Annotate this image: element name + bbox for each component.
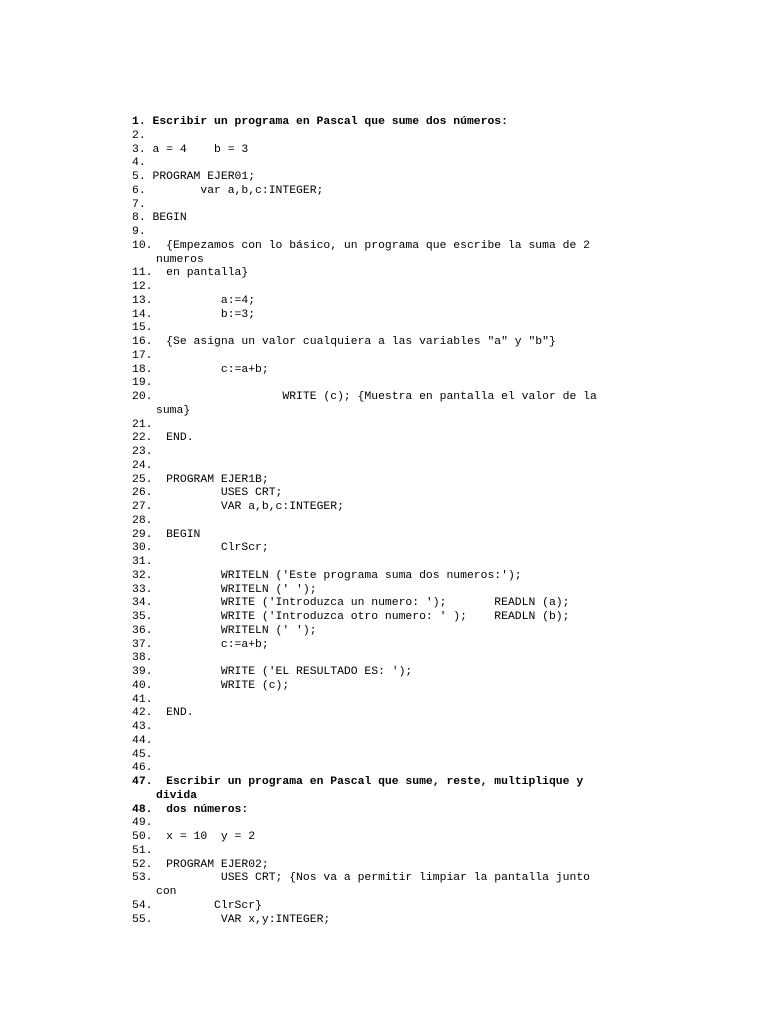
line-text: PROGRAM EJER01; <box>145 171 256 183</box>
line-number: 5. <box>132 171 146 183</box>
line-text: con <box>156 886 177 898</box>
line-number: 8. <box>132 212 146 225</box>
code-line-continuation <box>132 405 662 419</box>
code-line <box>132 199 662 213</box>
code-line <box>132 625 662 639</box>
line-number: 16. <box>132 336 153 348</box>
line-text: b:=3; <box>152 308 256 321</box>
line-number: 14. <box>132 308 153 321</box>
line-text: x = 10 y = 2 <box>152 831 256 843</box>
line-text: WRITELN ('Este programa suma dos numeros:'); <box>152 569 522 582</box>
code-line <box>132 776 662 790</box>
line-number: 18. <box>132 363 153 376</box>
line-number: 4. <box>132 157 146 170</box>
code-line <box>132 570 662 584</box>
line-number: 35. <box>132 611 153 623</box>
code-line-continuation <box>132 790 662 804</box>
line-number: 15. <box>132 322 153 335</box>
code-line <box>132 914 662 928</box>
code-line <box>132 597 662 611</box>
code-listing <box>132 116 662 927</box>
code-line <box>132 542 662 556</box>
line-number: 9. <box>132 226 146 238</box>
line-number: 51. <box>132 844 153 857</box>
line-text: USES CRT; {Nos va a permitir limpiar la pantalla junto <box>152 872 590 885</box>
code-line <box>132 652 662 666</box>
line-number: 1. <box>132 116 146 128</box>
line-text: dos números: <box>152 803 249 816</box>
line-text: WRITE (c); {Muestra en pantalla el valor de la <box>152 391 597 403</box>
line-number: 42. <box>132 707 153 720</box>
line-text: ClrScr; <box>152 542 269 555</box>
line-number: 32. <box>132 569 153 582</box>
line-text: WRITE ('Introduzca un numero: '); READLN (a); <box>152 597 570 610</box>
line-text: c:=a+b; <box>152 638 269 651</box>
line-number: 41. <box>132 693 153 706</box>
code-line <box>132 474 662 488</box>
code-line <box>132 267 662 281</box>
line-number: 10. <box>132 239 153 252</box>
line-number: 54. <box>132 899 153 912</box>
line-text: numeros <box>156 253 204 266</box>
line-number: 37. <box>132 638 153 651</box>
line-number: 2. <box>132 129 146 142</box>
code-line <box>132 666 662 680</box>
code-line <box>132 185 662 199</box>
line-number: 34. <box>132 597 153 610</box>
code-line <box>132 859 662 873</box>
code-line <box>132 735 662 749</box>
line-number: 53. <box>132 872 153 885</box>
line-text: Escribir un programa en Pascal que sume, reste, multiplique y <box>152 776 584 788</box>
line-number: 27. <box>132 501 153 513</box>
line-number: 22. <box>132 432 153 445</box>
line-number: 48. <box>132 803 153 816</box>
code-line <box>132 487 662 501</box>
line-number: 33. <box>132 583 153 596</box>
line-text: Escribir un programa en Pascal que sume dos números: <box>145 116 508 128</box>
code-line-continuation <box>132 254 662 268</box>
line-text: USES CRT; <box>152 487 283 500</box>
code-line <box>132 680 662 694</box>
line-text: VAR x,y:INTEGER; <box>152 913 331 926</box>
code-line <box>132 391 662 405</box>
line-number: 52. <box>132 858 153 871</box>
line-text: {Empezamos con lo básico, un programa que escribe la suma de 2 <box>152 239 590 252</box>
code-line <box>132 872 662 886</box>
code-line <box>132 584 662 598</box>
code-line <box>132 157 662 171</box>
line-number: 28. <box>132 514 153 527</box>
line-number: 47. <box>132 776 153 788</box>
line-number: 21. <box>132 418 153 431</box>
code-line <box>132 419 662 433</box>
code-line <box>132 336 662 350</box>
code-line <box>132 130 662 144</box>
line-text: WRITE ('EL RESULTADO ES: '); <box>152 666 413 678</box>
line-number: 39. <box>132 666 153 678</box>
line-text: END. <box>152 707 194 720</box>
line-number: 6. <box>132 184 146 197</box>
line-text: a:=4; <box>152 294 256 307</box>
code-line <box>132 116 662 130</box>
code-line <box>132 501 662 515</box>
code-line <box>132 611 662 625</box>
line-text: PROGRAM EJER02; <box>152 858 269 871</box>
code-line <box>132 762 662 776</box>
line-number: 45. <box>132 748 153 761</box>
line-text: {Se asigna un valor cualquiera a las variables "a" y "b"} <box>152 336 556 348</box>
code-line <box>132 364 662 378</box>
line-text: c:=a+b; <box>152 363 269 376</box>
code-line <box>132 226 662 240</box>
code-line <box>132 845 662 859</box>
line-text: var a,b,c:INTEGER; <box>145 184 324 197</box>
line-number: 36. <box>132 624 153 637</box>
code-line <box>132 144 662 158</box>
line-text: END. <box>152 432 194 445</box>
line-number: 17. <box>132 349 153 362</box>
line-text: en pantalla} <box>152 267 249 280</box>
line-number: 44. <box>132 734 153 747</box>
line-number: 19. <box>132 377 153 390</box>
code-line <box>132 831 662 845</box>
code-line <box>132 212 662 226</box>
code-line <box>132 322 662 336</box>
code-line <box>132 817 662 831</box>
line-text: PROGRAM EJER1B; <box>152 473 269 486</box>
line-number: 40. <box>132 679 153 692</box>
code-line <box>132 804 662 818</box>
code-line <box>132 295 662 309</box>
line-text: ClrScr} <box>152 899 262 912</box>
code-line <box>132 240 662 254</box>
line-text: BEGIN <box>145 212 187 225</box>
line-text: divida <box>156 789 198 802</box>
line-number: 12. <box>132 281 153 293</box>
line-text: a = 4 b = 3 <box>145 143 249 156</box>
code-line <box>132 377 662 391</box>
line-text: WRITE ('Introduzca otro numero: ' ); READLN (b); <box>152 611 570 623</box>
line-number: 3. <box>132 143 146 156</box>
line-number: 7. <box>132 198 146 211</box>
code-line <box>132 707 662 721</box>
code-line <box>132 309 662 323</box>
code-line <box>132 749 662 763</box>
line-number: 25. <box>132 473 153 486</box>
line-number: 20. <box>132 391 153 403</box>
line-number: 26. <box>132 487 153 500</box>
code-line <box>132 556 662 570</box>
line-number: 13. <box>132 294 153 307</box>
line-text: WRITE (c); <box>152 679 290 692</box>
line-number: 38. <box>132 652 153 665</box>
code-line <box>132 171 662 185</box>
code-line <box>132 639 662 653</box>
line-number: 55. <box>132 913 153 926</box>
line-number: 30. <box>132 542 153 555</box>
code-line <box>132 721 662 735</box>
code-line <box>132 432 662 446</box>
code-line <box>132 900 662 914</box>
line-text: WRITELN (' '); <box>152 624 317 637</box>
code-line <box>132 529 662 543</box>
line-number: 43. <box>132 721 153 733</box>
line-number: 11. <box>132 267 153 280</box>
line-number: 24. <box>132 459 153 472</box>
line-text: VAR a,b,c:INTEGER; <box>152 501 344 513</box>
line-number: 29. <box>132 528 153 541</box>
line-text: BEGIN <box>152 528 201 541</box>
line-number: 23. <box>132 446 153 458</box>
line-number: 50. <box>132 831 153 843</box>
code-line <box>132 515 662 529</box>
line-number: 31. <box>132 556 153 568</box>
code-line-continuation <box>132 886 662 900</box>
line-number: 49. <box>132 817 153 830</box>
line-text: WRITELN (' '); <box>152 583 317 596</box>
code-line <box>132 694 662 708</box>
code-line <box>132 460 662 474</box>
code-line <box>132 446 662 460</box>
code-line <box>132 350 662 364</box>
line-number: 46. <box>132 762 153 775</box>
code-line <box>132 281 662 295</box>
line-text: suma} <box>156 404 191 417</box>
